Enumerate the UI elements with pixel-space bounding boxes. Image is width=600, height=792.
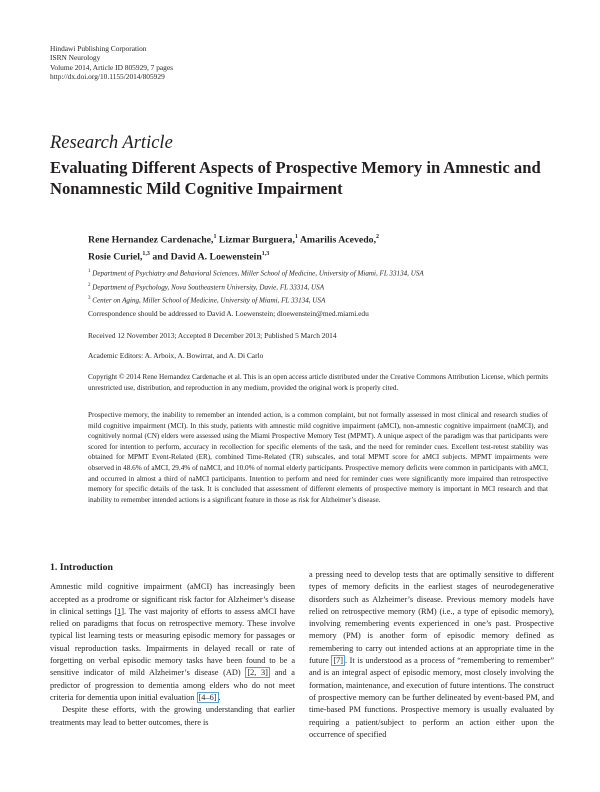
- paragraph: [309, 569, 554, 741]
- volume-line: Volume 2014, Article ID 805929, 7 pages: [50, 62, 174, 72]
- affiliation: [88, 266, 548, 280]
- author-affil-sup: 1: [294, 234, 298, 240]
- publisher-name: Hindawi Publishing Corporation: [50, 44, 147, 53]
- abstract: Prospective memory, the inability to remember an intended action, is a common complaint, but not formally assessed in most clinical and research studies of mild cognitive impairment (MCI). In this study, patients with amnestic mild cognitive impairment (aMCI), non-amnestic cognitive impairment (naMCI), and cognitively normal (CN) elders were assessed using the Miami Prospective Memory Test (MPMT). A unique aspect of the paradigm was that participants were scored for intention to perform, accuracy in recollection for specific elements of the task, and the need for reminder cues. Excellent test-retest stability was obtained for MPMT Event-Related (ER), combined Time-Related (TR) subscales, and total MPMT score for aMCI subjects. MPMT impairments were observed in 48.6% of aMCI, 29.4% of naMCI, and 10.0% of normal elderly participants. Prospective memory deficits were common in participants with aMCI, and occurred in almost a third of naMCI participants. Intention to perform and need for reminder cues were significantly more impaired than retrospective memory for specific details of the task. It is concluded that assessment of different elements of prospective memory is important in MCI research and that inability to remember intended actions is a significant feature in those as risk for Alzheimer’s disease.: [88, 411, 548, 504]
- author-affil-sup: 1,3: [261, 251, 270, 258]
- paragraph-text: a pressing need to develop tests that are optimally sensitive to different types of memory deficits in the earliest stages of neurodegenerative disorders such as Alzheimer’s disease. Previous memory models have relied on retrospective memory (RM) (i.e., a type of episodic memory), involving remembering events experienced in one’s past. Prospective memory (PM) is another form of episodic memory defined as remembering to carry out intended actions at an appropriate time in the future: [309, 570, 554, 666]
- author-name: Rosie Curiel,: [88, 251, 143, 263]
- affiliation: [88, 280, 548, 294]
- doi-link[interactable]: http://dx.doi.org/10.1155/2014/805929: [50, 72, 165, 82]
- affiliation-sup: 3: [88, 296, 91, 302]
- paragraph: [50, 581, 295, 704]
- affiliation-sup: 2: [88, 282, 91, 288]
- article-title: Evaluating Different Aspects of Prospective Memory in Amnestic and Nonamnestic Mild Cognitive Impairment: [50, 158, 541, 198]
- affiliation-sup: 1: [88, 269, 91, 274]
- correspondence: Correspondence should be addressed to David A. Loewenstein; dloewenstein@med.miami.edu: [88, 309, 369, 318]
- paragraph-text: .: [218, 692, 221, 702]
- affiliation-list: [88, 266, 548, 307]
- copyright-notice: Copyright © 2014 Rene Hernandez Cardenache et al. This is an open access article distributed under the Creative Commons Attribution License, which permits unrestricted use, distribution, and reproduction in any medium, provided the original work is properly cited.: [88, 373, 548, 392]
- author-name: and David A. Loewenstein: [152, 251, 262, 263]
- author-name: Rene Hernandez Cardenache,: [88, 234, 214, 246]
- author-affil-sup: 1: [213, 234, 217, 240]
- section-heading: 1. Introduction: [50, 562, 113, 573]
- author-name: Amarilis Acevedo,: [299, 234, 377, 246]
- author-affil-sup: 1,3: [142, 251, 150, 258]
- author-name: Lizmar Burguera,: [218, 234, 295, 246]
- paragraph-text: Amnestic mild cognitive impairment (aMCI) has increasingly been accepted as a prodrome or significant risk factor for Alzheimer’s disease in clinical settings [: [50, 582, 295, 616]
- paragraph-text: ]. The vast majority of efforts to assess aMCI have relied on paradigms that focus on retrospective memory. These involve typical list learning tests or measuring episodic memory for passages or visual reproduction tasks. Impairments in delayed recall or rate of forgetting on verbal episodic memory tasks have been found to be a sensitive indicator of mild Alzheimer’s disease (AD): [50, 606, 295, 678]
- paragraph-text: and a predictor of progression to dementia among elders who do not meet criteria for dementia upon initial evaluation: [50, 668, 295, 702]
- academic-editors: Academic Editors: A. Arboix, A. Bowirrat, and A. Di Carlo: [88, 351, 264, 360]
- paragraph: Despite these efforts, with the growing understanding that earlier treatments may lead to better outcomes, there is: [50, 705, 295, 727]
- journal-name: ISRN Neurology: [50, 53, 101, 63]
- citation-link[interactable]: [7]: [333, 656, 344, 666]
- article-type: Research Article: [50, 133, 173, 153]
- affiliation-text: Department of Psychiatry and Behavioral Sciences, Miller School of Medicine, University of Miami, FL 33134, USA: [92, 269, 424, 278]
- body-column-right: [309, 569, 554, 741]
- author-affil-sup: 2: [376, 234, 380, 240]
- citation-link[interactable]: [4–6]: [198, 692, 217, 702]
- citation-link[interactable]: 1: [117, 606, 122, 616]
- affiliation-text: Center on Aging, Miller School of Medicine, University of Miami, FL 33134, USA: [92, 296, 326, 305]
- affiliation-text: Department of Psychology, Nova Southeastern University, Davie, FL 33314, USA: [92, 282, 325, 291]
- publication-dates: Received 12 November 2013; Accepted 8 December 2013; Published 5 March 2014: [88, 331, 337, 340]
- paragraph-text: . It is understood as a process of “remembering to remember” and is an integral aspect of episodic memory, most closely involving the formation, maintenance, and execution of future intentions. The construct of prospective memory can be further delineated by event-based PM, and time-based PM functions. Prospective memory is usually evaluated by requiring a patient/subject to perform an action either upon the occurrence of specified: [309, 656, 555, 739]
- journal-header: [50, 44, 173, 82]
- citation-link[interactable]: [2, 3]: [247, 668, 268, 678]
- body-column-left: [50, 562, 295, 729]
- affiliation: [88, 293, 548, 307]
- author-list: [88, 230, 548, 265]
